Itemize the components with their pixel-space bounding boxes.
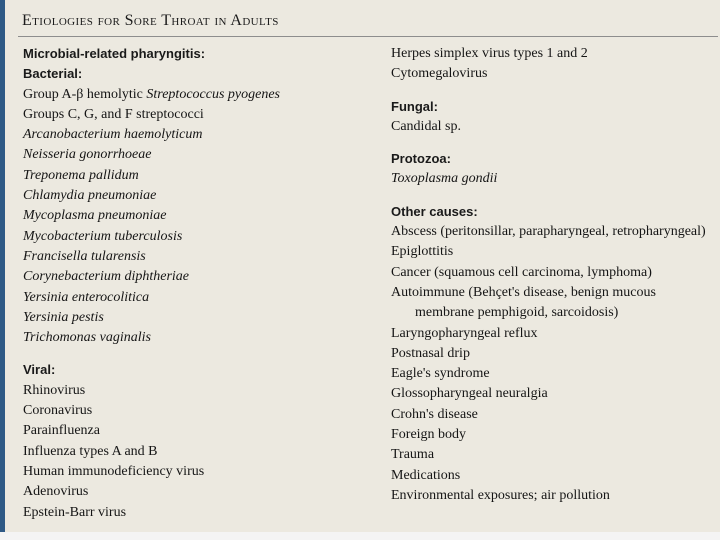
- bacterial-item: [23, 85, 373, 105]
- table-page: [4, 0, 720, 540]
- viral-heading: Viral:: [23, 362, 56, 378]
- title-divider: [18, 36, 718, 37]
- microbial-heading: Microbial-related pharyngitis:: [23, 46, 206, 61]
- fungal-item: Candidal sp.: [391, 118, 461, 134]
- other-cause-item: Trauma: [391, 447, 435, 463]
- table-title: Etiologies for Sore Throat in Adults: [22, 12, 279, 29]
- bacterial-item: Francisella tularensis: [23, 248, 146, 264]
- viral-item: Coronavirus: [23, 403, 93, 419]
- bacterial-item-text: Group A-β hemolytic: [23, 86, 147, 102]
- bacterial-item: Mycobacterium tuberculosis: [23, 228, 183, 244]
- fungal-heading: Fungal:: [391, 98, 438, 114]
- left-edge-bar: [0, 0, 5, 540]
- viral-item: Influenza types A and B: [23, 443, 158, 459]
- viral-item: Epstein-Barr virus: [23, 504, 127, 520]
- other-causes-heading: Other causes:: [391, 203, 478, 219]
- bottom-margin: [0, 532, 720, 540]
- other-cause-item: Glossopharyngeal neuralgia: [391, 386, 548, 402]
- viral-item: Cytomegalovirus: [391, 66, 488, 82]
- protozoa-heading: Protozoa:: [391, 151, 451, 167]
- bacterial-item-italic: Streptococcus pyogenes: [146, 86, 280, 102]
- other-cause-item: Environmental exposures; air pollution: [391, 487, 610, 503]
- bacterial-item: Trichomonas vaginalis: [23, 330, 151, 346]
- bacterial-item: Yersinia enterocolitica: [23, 289, 150, 305]
- bacterial-item: Neisseria gonorrhoeae: [23, 147, 152, 163]
- other-cause-item: Laryngopharyngeal reflux: [391, 325, 538, 341]
- bacterial-item: Chlamydia pneumoniae: [23, 188, 157, 204]
- bacterial-item: Yersinia pestis: [23, 309, 104, 325]
- bacterial-item: Arcanobacterium haemolyticum: [23, 127, 203, 143]
- viral-item: Parainfluenza: [23, 423, 100, 439]
- viral-item: Adenovirus: [23, 484, 89, 500]
- other-cause-item-continuation: membrane pemphigoid, sarcoidosis): [415, 305, 619, 321]
- other-cause-item: Medications: [391, 467, 461, 483]
- other-cause-item: Eagle's syndrome: [391, 366, 490, 382]
- bacterial-item: Mycoplasma pneumoniae: [23, 208, 167, 224]
- bacterial-item: Groups C, G, and F streptococci: [23, 106, 204, 122]
- left-column: [23, 44, 373, 523]
- viral-item: Human immunodeficiency virus: [23, 463, 205, 479]
- bacterial-heading: Bacterial:: [23, 66, 83, 82]
- bacterial-item: Treponema pallidum: [23, 167, 139, 183]
- other-cause-item: Foreign body: [391, 427, 467, 443]
- other-cause-item: Cancer (squamous cell carcinoma, lymphoma): [391, 264, 652, 280]
- bacterial-item: Corynebacterium diphtheriae: [23, 269, 190, 285]
- other-cause-item: Autoimmune (Behçet's disease, benign mucous: [391, 284, 656, 300]
- viral-item: Rhinovirus: [23, 382, 86, 398]
- viral-item: Herpes simplex virus types 1 and 2: [391, 46, 588, 61]
- other-cause-item: Postnasal drip: [391, 345, 470, 361]
- protozoa-item: Toxoplasma gondii: [391, 171, 498, 187]
- other-cause-item: Crohn's disease: [391, 406, 478, 422]
- other-cause-item: Epiglottitis: [391, 244, 454, 260]
- other-cause-item: Abscess (peritonsillar, parapharyngeal, retropharyngeal): [391, 224, 706, 240]
- right-column: [391, 44, 720, 506]
